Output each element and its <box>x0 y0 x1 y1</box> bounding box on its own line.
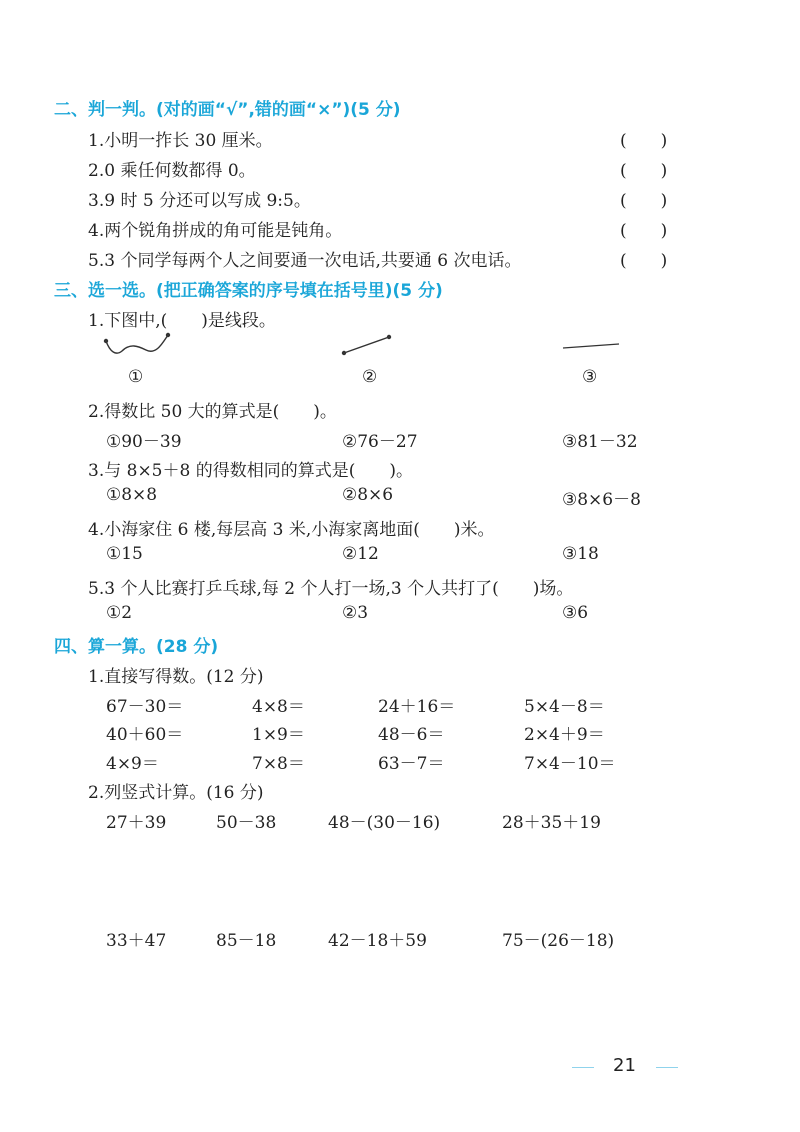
oral-calc-problem: 4×8＝ <box>252 697 305 717</box>
q4-option-1: ①15 <box>106 544 143 564</box>
section-3-heading: 三、选一选。(把正确答案的序号填在括号里)(5 分) <box>54 281 443 301</box>
choice-question-5: 5.3 个人比赛打乒乓球,每 2 个人打一场,3 个人共打了( )场。 <box>88 579 574 599</box>
section-4-heading: 四、算一算。(28 分) <box>54 637 219 657</box>
judge-item-5: 5.3 个同学每两个人之间要通一次电话,共要通 6 次电话。 <box>88 251 522 271</box>
vertical-calc-problem: 27＋39 <box>106 813 167 833</box>
oral-calc-title: 1.直接写得数。(12 分) <box>88 667 264 687</box>
q2-option-1: ①90－39 <box>106 432 182 452</box>
page-number-rule-right <box>656 1067 678 1068</box>
q3-option-2: ②8×6 <box>342 485 394 505</box>
vertical-calc-problem: 42－18＋59 <box>328 931 427 951</box>
judge-answer-2[interactable]: ( ) <box>620 161 668 181</box>
q4-option-2: ②12 <box>342 544 379 564</box>
oral-calc-problem: 1×9＝ <box>252 725 305 745</box>
oral-calc-problem: 67－30＝ <box>106 697 184 717</box>
q1-option-3: ③ <box>582 367 598 387</box>
oral-calc-problem: 5×4－8＝ <box>524 697 605 717</box>
segment-figures <box>0 0 800 400</box>
curve-endpoint-left <box>104 339 108 343</box>
oral-calc-problem: 24＋16＝ <box>378 697 456 717</box>
vertical-calc-problem: 28＋35＋19 <box>502 813 601 833</box>
judge-answer-4[interactable]: ( ) <box>620 221 668 241</box>
line-segment-figure <box>344 337 389 353</box>
judge-item-2: 2.0 乘任何数都得 0。 <box>88 161 256 181</box>
ray-figure <box>563 344 619 348</box>
page-number: 21 <box>613 1055 636 1076</box>
oral-calc-problem: 7×8＝ <box>252 754 305 774</box>
oral-calc-problem: 63－7＝ <box>378 754 445 774</box>
oral-calc-problem: 48－6＝ <box>378 725 445 745</box>
curved-line-figure <box>106 335 168 353</box>
q5-option-2: ②3 <box>342 603 369 623</box>
judge-answer-3[interactable]: ( ) <box>620 191 668 211</box>
vertical-calc-problem: 75－(26－18) <box>502 931 615 951</box>
segment-endpoint-right <box>387 335 391 339</box>
q5-option-3: ③6 <box>562 603 589 623</box>
vertical-calc-problem: 85－18 <box>216 931 277 951</box>
vertical-calc-problem: 48－(30－16) <box>328 813 441 833</box>
q2-option-3: ③81－32 <box>562 432 638 452</box>
judge-answer-1[interactable]: ( ) <box>620 131 668 151</box>
curve-endpoint-right <box>166 333 170 337</box>
section-2-heading: 二、判一判。(对的画“√”,错的画“×”)(5 分) <box>54 100 401 120</box>
judge-item-4: 4.两个锐角拼成的角可能是钝角。 <box>88 221 343 241</box>
oral-calc-problem: 40＋60＝ <box>106 725 184 745</box>
q1-option-2: ② <box>362 367 378 387</box>
choice-question-4: 4.小海家住 6 楼,每层高 3 米,小海家离地面( )米。 <box>88 520 495 540</box>
segment-endpoint-left <box>342 351 346 355</box>
oral-calc-problem: 7×4－10＝ <box>524 754 616 774</box>
choice-question-1: 1.下图中,( )是线段。 <box>88 311 276 331</box>
q3-option-1: ①8×8 <box>106 485 158 505</box>
vertical-calc-problem: 33＋47 <box>106 931 167 951</box>
oral-calc-problem: 2×4＋9＝ <box>524 725 605 745</box>
q4-option-3: ③18 <box>562 544 599 564</box>
oral-calc-problem: 4×9＝ <box>106 754 159 774</box>
judge-item-1: 1.小明一拃长 30 厘米。 <box>88 131 273 151</box>
vertical-calc-problem: 50－38 <box>216 813 277 833</box>
choice-question-3: 3.与 8×5＋8 的得数相同的算式是( )。 <box>88 461 413 481</box>
q2-option-2: ②76－27 <box>342 432 418 452</box>
q5-option-1: ①2 <box>106 603 133 623</box>
choice-question-2: 2.得数比 50 大的算式是( )。 <box>88 402 337 422</box>
judge-item-3: 3.9 时 5 分还可以写成 9:5。 <box>88 191 311 211</box>
page-number-rule-left <box>572 1067 594 1068</box>
vertical-calc-title: 2.列竖式计算。(16 分) <box>88 783 264 803</box>
q1-option-1: ① <box>128 367 144 387</box>
judge-answer-5[interactable]: ( ) <box>620 251 668 271</box>
q3-option-3: ③8×6－8 <box>562 490 641 510</box>
